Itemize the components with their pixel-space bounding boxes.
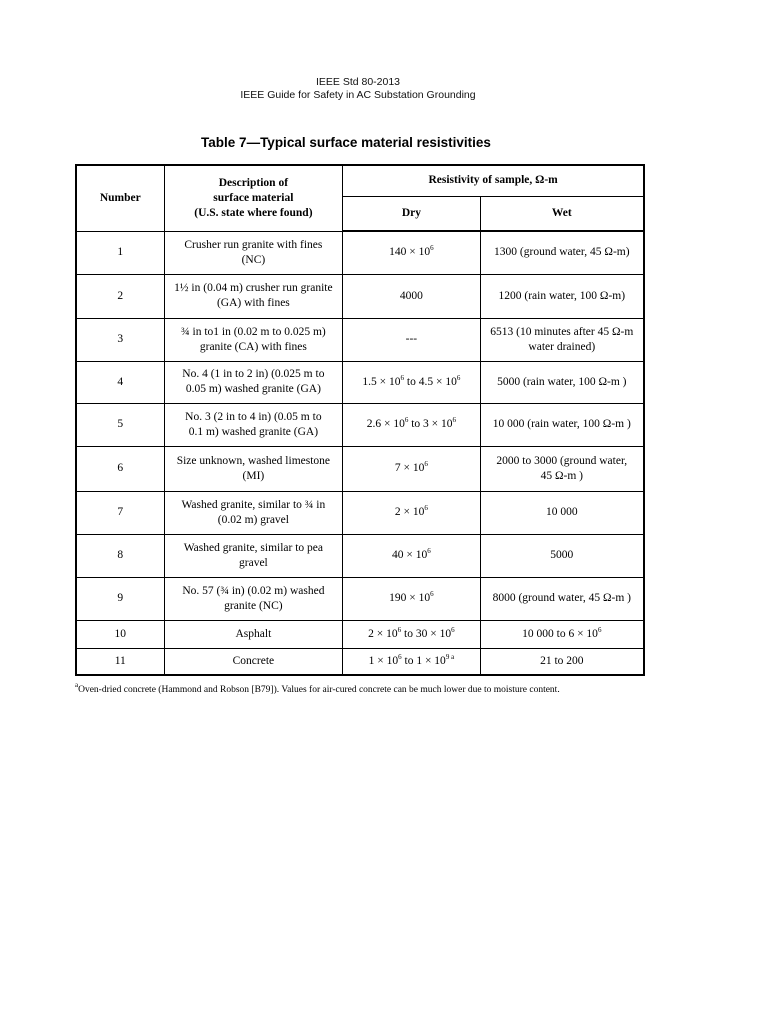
dry-text: 40 × 10 [392, 549, 428, 561]
wet-line: 5000 [550, 549, 574, 561]
cell-number: 3 [76, 318, 164, 361]
cell-wet [480, 648, 644, 675]
cell-description [164, 274, 343, 318]
dry-exponent: 6 [430, 590, 434, 598]
dry-text: 2 × 10 [394, 506, 425, 518]
dry-text: 2 × 10 [368, 627, 398, 640]
description-line: Concrete [232, 654, 275, 667]
cell-dry [343, 231, 480, 274]
cell-number: 9 [76, 577, 164, 620]
dry-exponent: 6 [424, 504, 428, 512]
cell-wet [480, 620, 644, 648]
cell-description [164, 403, 343, 446]
description-line: (GA) with fines [216, 297, 290, 309]
cell-dry [343, 620, 480, 648]
dry-text: to 3 × 10 [408, 418, 453, 430]
cell-number: 8 [76, 534, 164, 577]
table-row [76, 361, 644, 403]
dry-text: 7 × 10 [394, 462, 425, 474]
description-line: Crusher run granite with fines [184, 238, 323, 251]
header-wet: Wet [480, 196, 644, 231]
dry-text: to 4.5 × 10 [404, 375, 457, 388]
cell-dry [343, 446, 480, 491]
cell-dry [343, 274, 480, 318]
cell-wet [480, 274, 644, 318]
wet-line: 8000 (ground water, 45 Ω-m ) [492, 592, 631, 604]
cell-wet [480, 231, 644, 274]
cell-description [164, 620, 343, 648]
dry-text: 2.6 × 10 [366, 418, 405, 430]
description-line: No. 57 (¾ in) (0.02 m) washed [182, 584, 325, 597]
cell-description [164, 361, 343, 403]
table-row [76, 534, 644, 577]
header-description-line: Description of [218, 176, 289, 189]
cell-number: 1 [76, 231, 164, 274]
cell-description [164, 648, 343, 675]
cell-description [164, 231, 343, 274]
wet-line: 1200 (rain water, 100 Ω-m) [498, 289, 626, 302]
cell-description [164, 491, 343, 534]
table-row [76, 620, 644, 648]
table-row [76, 491, 644, 534]
dry-text: to 30 × 10 [401, 627, 452, 640]
cell-wet [480, 403, 644, 446]
table-footnote [75, 681, 675, 696]
dry-exponent: 6 [424, 460, 428, 468]
description-line: No. 4 (1 in to 2 in) (0.025 m to [182, 368, 325, 380]
wet-line: 10 000 [545, 506, 578, 518]
description-line: 0.1 m) washed granite (GA) [188, 425, 319, 438]
cell-dry [343, 318, 480, 361]
cell-wet [480, 491, 644, 534]
dry-exponent: 6 [430, 244, 434, 253]
cell-number: 7 [76, 491, 164, 534]
footnote-text: Oven-dried concrete (Hammond and Robson [B79]). Values for air-cured concrete can be much lower due to moisture content. [78, 685, 560, 695]
standard-number: IEEE Std 80-2013 [315, 76, 401, 88]
header-description-line: surface material [213, 191, 294, 204]
description-line: (0.02 m) gravel [217, 513, 289, 526]
description-line: gravel [239, 556, 268, 569]
cell-number: 4 [76, 361, 164, 403]
dry-text: to 1 × 10 [401, 654, 446, 667]
cell-wet [480, 534, 644, 577]
cell-wet [480, 361, 644, 403]
description-line: Asphalt [235, 627, 272, 640]
wet-line: 45 Ω-m ) [540, 469, 583, 482]
cell-description [164, 534, 343, 577]
cell-dry [343, 534, 480, 577]
dry-exponent: 6 [397, 625, 402, 634]
dry-text: --- [405, 333, 418, 345]
dry-exponent: 6 [451, 625, 455, 634]
description-line: granite (CA) with fines [199, 340, 307, 353]
dry-text: 190 × 10 [389, 592, 431, 604]
header-description-line: (U.S. state where found) [194, 206, 313, 219]
table-body [76, 231, 644, 675]
cell-dry [343, 648, 480, 675]
description-line: Size unknown, washed limestone [176, 454, 331, 467]
wet-exponent: 6 [597, 625, 602, 634]
cell-dry [343, 361, 480, 403]
cell-description [164, 577, 343, 620]
cell-number: 11 [76, 648, 164, 675]
header-description [164, 165, 343, 231]
standard-title: IEEE Guide for Safety in AC Substation Grounding [240, 89, 476, 101]
wet-line: 2000 to 3000 (ground water, [496, 454, 628, 467]
description-line: Washed granite, similar to pea [183, 541, 324, 554]
cell-number: 2 [76, 274, 164, 318]
description-line: Washed granite, similar to ¾ in [181, 498, 326, 511]
table-row [76, 577, 644, 620]
cell-dry [343, 577, 480, 620]
description-line: ¾ in to1 in (0.02 m to 0.025 m) [181, 325, 326, 338]
table-row [76, 274, 644, 318]
description-line: 1½ in (0.04 m) crusher run granite [174, 282, 333, 294]
header-dry: Dry [343, 196, 480, 231]
table-header-row [76, 165, 644, 196]
dry-exponent: 9 a [445, 652, 455, 661]
dry-text: 1.5 × 10 [362, 375, 401, 388]
dry-exponent: 6 [456, 373, 461, 382]
description-line: (NC) [241, 253, 266, 266]
description-line: No. 3 (2 in to 4 in) (0.05 m to [185, 410, 322, 423]
description-line: 0.05 m) washed granite (GA) [185, 383, 321, 395]
cell-number: 10 [76, 620, 164, 648]
table-row [76, 318, 644, 361]
cell-dry [343, 403, 480, 446]
wet-line: 5000 (rain water, 100 Ω-m ) [497, 375, 627, 388]
table-row [76, 446, 644, 491]
wet-line: 6513 (10 minutes after 45 Ω-m [490, 325, 634, 338]
wet-line: 21 to 200 [540, 654, 584, 667]
header-resistivity: Resistivity of sample, Ω-m [343, 165, 644, 196]
cell-dry [343, 491, 480, 534]
description-line: granite (NC) [224, 599, 283, 612]
cell-wet [480, 318, 644, 361]
cell-wet [480, 577, 644, 620]
dry-exponent: 6 [398, 652, 402, 661]
dry-text: 4000 [399, 289, 423, 302]
table-row [76, 403, 644, 446]
footnote-marker: a [75, 681, 79, 689]
wet-text: 10 000 to 6 × 10 [522, 627, 598, 640]
document-header [0, 76, 716, 102]
table-row [76, 231, 644, 274]
dry-exponent: 6 [427, 547, 431, 555]
dry-text: 140 × 10 [389, 246, 431, 259]
header-number: Number [76, 165, 164, 231]
dry-text: 1 × 10 [368, 654, 399, 667]
cell-number: 5 [76, 403, 164, 446]
cell-number: 6 [76, 446, 164, 491]
wet-line: 1300 (ground water, 45 Ω-m) [494, 246, 630, 259]
wet-line: 10 000 (rain water, 100 Ω-m ) [492, 418, 631, 430]
cell-description [164, 318, 343, 361]
dry-exponent: 6 [400, 373, 405, 382]
table-title: Table 7—Typical surface material resistivities [201, 135, 491, 150]
dry-exponent: 6 [404, 416, 409, 424]
dry-exponent: 6 [452, 416, 457, 424]
cell-wet [480, 446, 644, 491]
description-line: (MI) [242, 469, 265, 482]
table-row [76, 648, 644, 675]
wet-line: water drained) [528, 340, 596, 353]
cell-description [164, 446, 343, 491]
resistivity-table [75, 164, 645, 676]
